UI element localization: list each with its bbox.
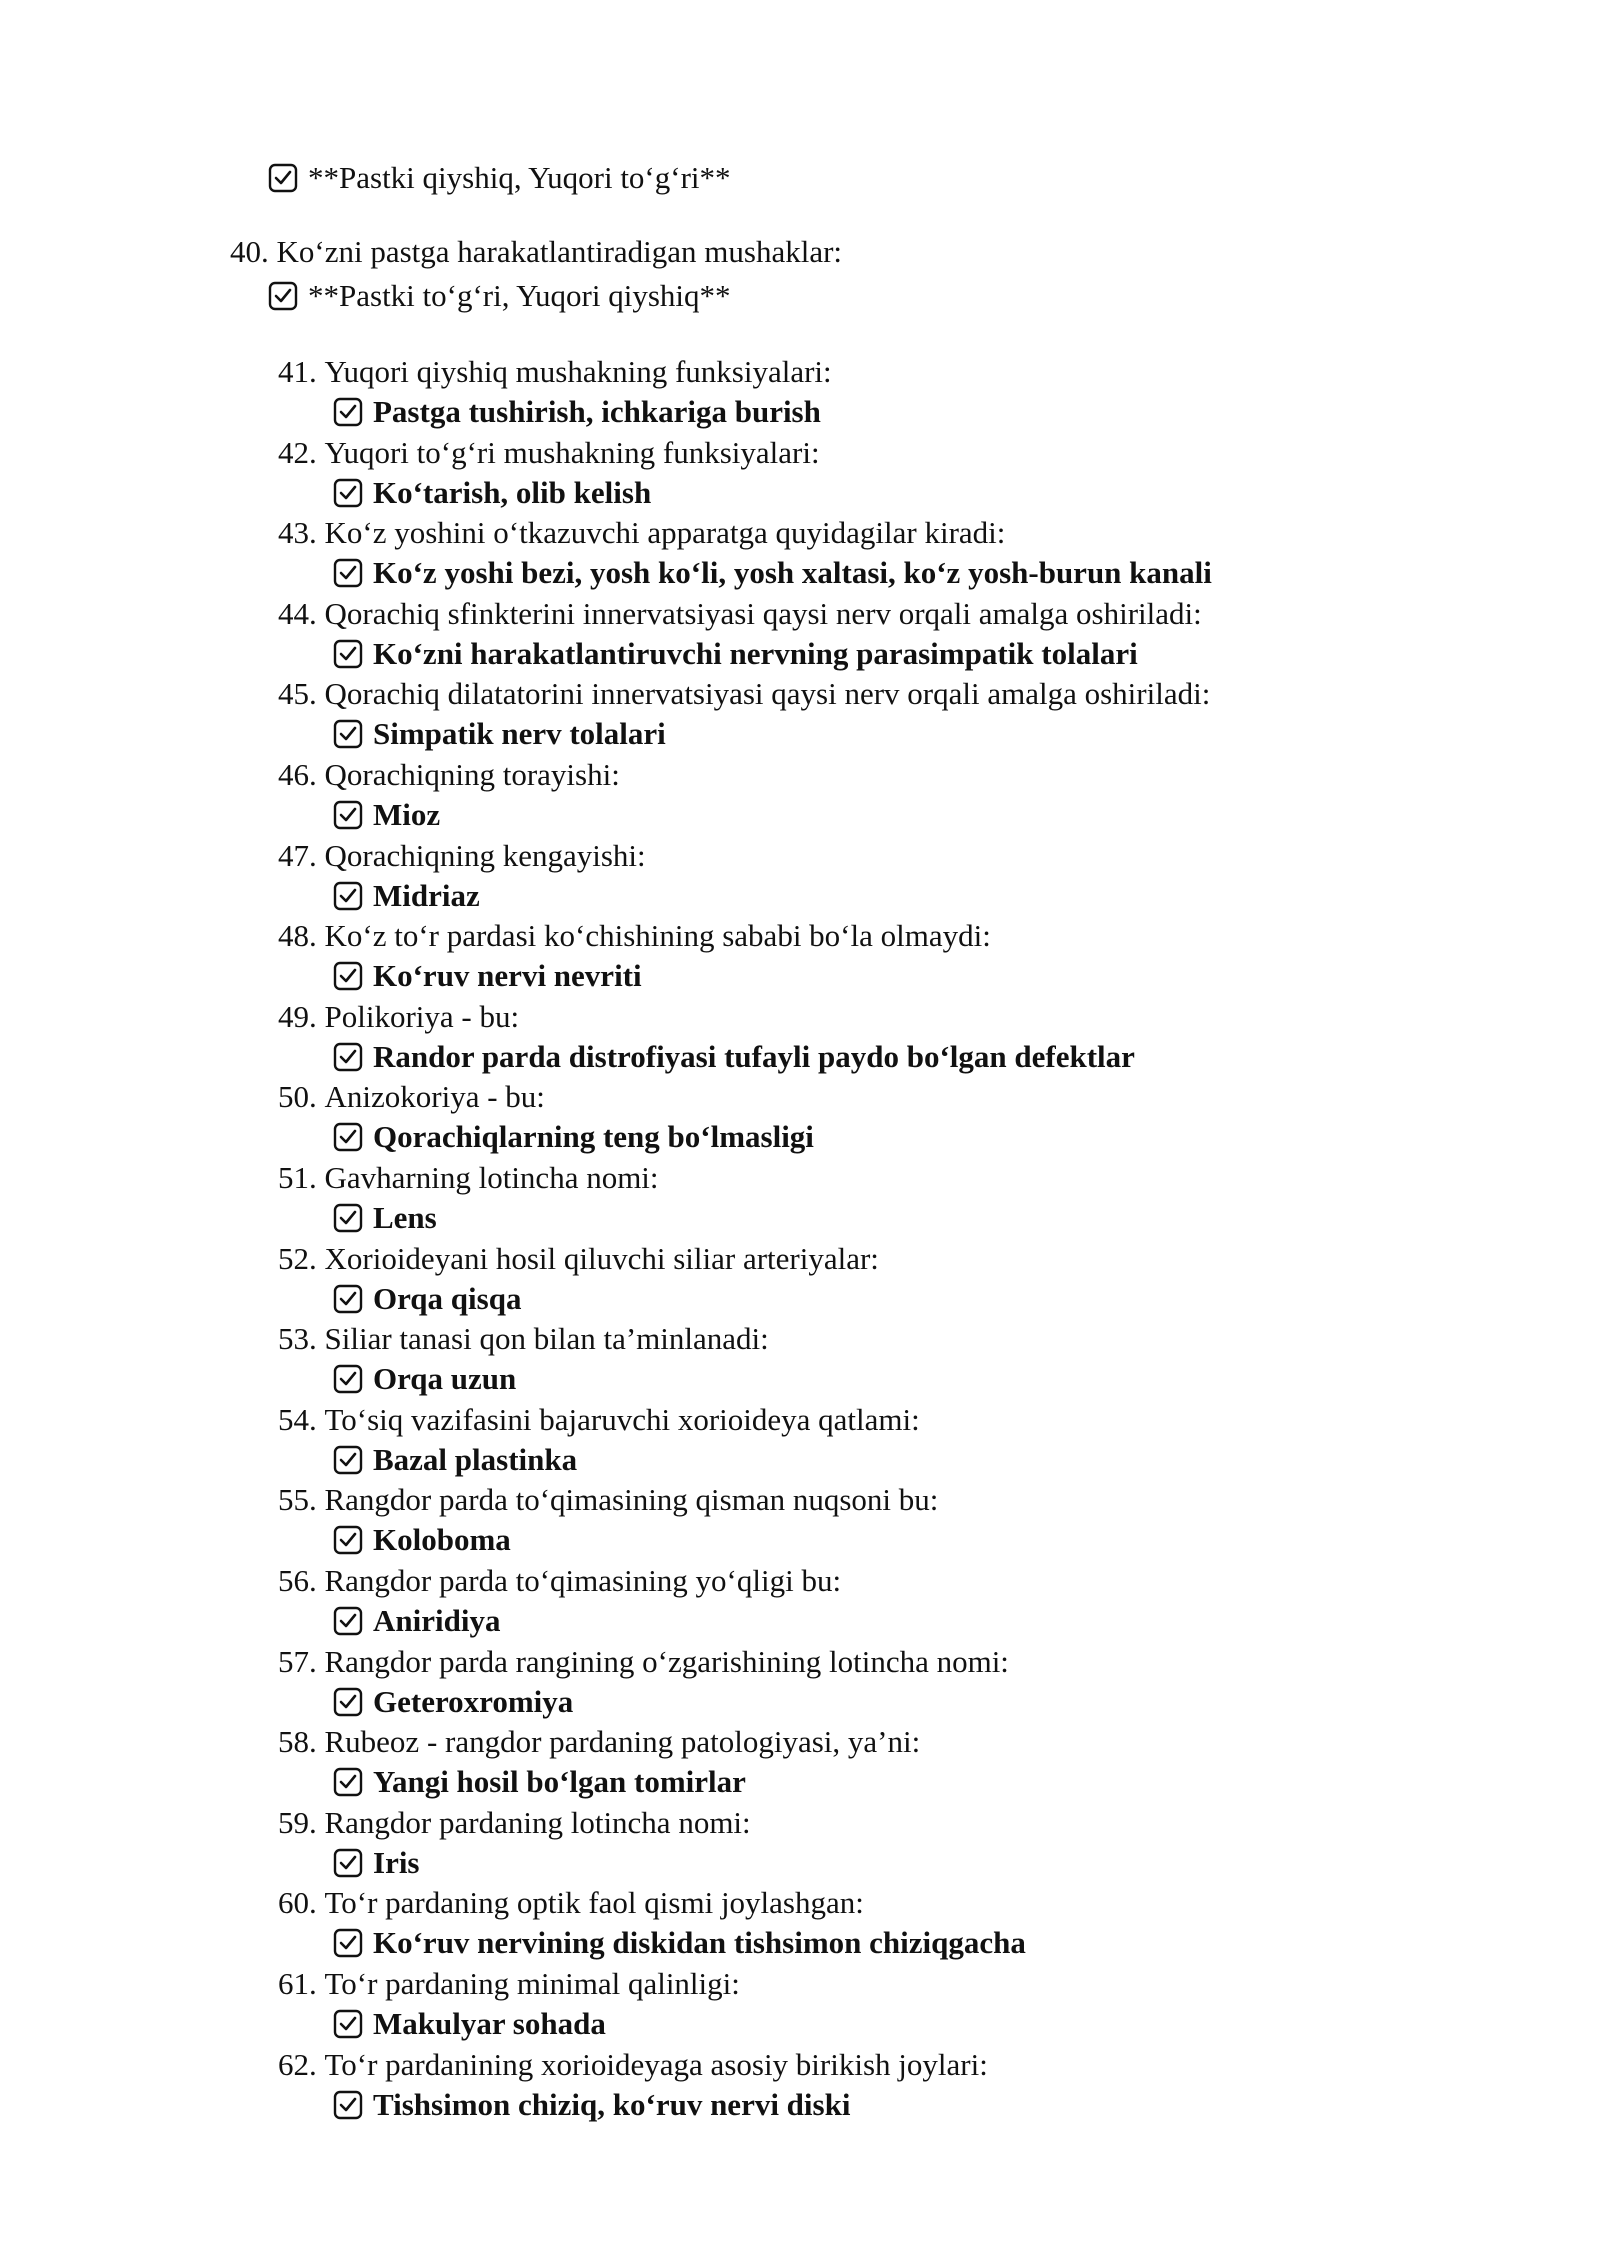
answer-row-49 — [333, 1037, 1135, 1077]
question-48 — [278, 916, 991, 956]
question-text: Ko‘z yoshini o‘tkazuvchi apparatga quyidagilar kiradi: — [324, 515, 1006, 551]
question-number: 59. — [278, 1804, 325, 1840]
checkbox-checked-icon — [268, 281, 298, 311]
question-45 — [278, 674, 1210, 714]
question-40 — [230, 232, 842, 272]
checkbox-checked-icon — [333, 1284, 363, 1314]
question-60 — [278, 1883, 864, 1923]
question-text: Qorachiq sfinkterini innervatsiyasi qaysi nerv orqali amalga oshiriladi: — [324, 595, 1202, 631]
checkbox-checked-icon — [333, 881, 363, 911]
checkbox-checked-icon — [333, 478, 363, 508]
answer-text: Ko‘ruv nervining diskidan tishsimon chiziqgacha — [373, 1925, 1026, 1961]
answer-row-43 — [333, 553, 1212, 593]
answer-text: Randor parda distrofiyasi tufayli paydo bo‘lgan defektlar — [373, 1038, 1135, 1074]
question-text: Siliar tanasi qon bilan ta’minlanadi: — [324, 1321, 769, 1357]
answer-text: Orqa uzun — [373, 1361, 517, 1397]
question-text: Qorachiqning torayishi: — [324, 757, 620, 792]
answer-text: **Pastki to‘g‘ri, Yuqori qiyshiq** — [308, 278, 731, 313]
question-text: To‘r pardaning minimal qalinligi: — [324, 1966, 740, 2001]
answer-row-57 — [333, 1682, 573, 1722]
checkbox-checked-icon — [333, 1848, 363, 1878]
answer-row-44 — [333, 634, 1138, 674]
checkbox-checked-icon — [333, 1042, 363, 1072]
answer-row-41 — [333, 392, 821, 432]
answer-text: Orqa qisqa — [373, 1280, 522, 1316]
question-49 — [278, 997, 519, 1037]
question-52 — [278, 1239, 879, 1279]
answer-text: Aniridiya — [373, 1603, 501, 1638]
question-58 — [278, 1722, 920, 1762]
answer-text: Ko‘zni harakatlantiruvchi nervning parasimpatik tolalari — [373, 635, 1138, 671]
answer-row-40 — [268, 276, 731, 316]
question-number: 56. — [278, 1563, 325, 1598]
checkbox-checked-icon — [333, 961, 363, 991]
question-number: 44. — [278, 595, 325, 631]
checkbox-checked-icon — [333, 1687, 363, 1717]
checkbox-checked-icon — [333, 2090, 363, 2120]
question-text: Yuqori to‘g‘ri mushakning funksiyalari: — [324, 434, 820, 470]
question-text: Yuqori qiyshiq mushakning funksiyalari: — [324, 354, 832, 389]
answer-text: Mioz — [373, 797, 441, 832]
question-42 — [278, 433, 820, 473]
question-text: Rangdor parda rangining o‘zgarishining lotincha nomi: — [324, 1643, 1009, 1679]
answer-row-45 — [333, 714, 666, 754]
checkbox-checked-icon — [333, 2009, 363, 2039]
question-number: 58. — [278, 1724, 325, 1760]
question-54 — [278, 1400, 920, 1440]
question-55 — [278, 1480, 938, 1520]
answer-text: Yangi hosil bo‘lgan tomirlar — [373, 1764, 746, 1800]
question-number: 42. — [278, 434, 325, 470]
question-text: To‘r pardaning optik faol qismi joylashgan: — [324, 1885, 864, 1921]
question-number: 61. — [278, 1966, 325, 2001]
answer-row-56 — [333, 1601, 500, 1641]
question-56 — [278, 1561, 841, 1601]
answer-row-48 — [333, 956, 642, 996]
answer-row-55 — [333, 1520, 511, 1560]
checkbox-checked-icon — [333, 639, 363, 669]
answer-text: Ko‘z yoshi bezi, yosh ko‘li, yosh xaltasi, ko‘z yosh-burun kanali — [373, 555, 1212, 591]
answer-row-47 — [333, 876, 480, 916]
question-number: 62. — [278, 2046, 325, 2082]
question-number: 57. — [278, 1643, 325, 1679]
checkbox-checked-icon — [333, 1122, 363, 1152]
question-number: 46. — [278, 757, 325, 792]
question-number: 52. — [278, 1240, 325, 1276]
checkbox-checked-icon — [333, 558, 363, 588]
answer-text: Makulyar sohada — [373, 2006, 606, 2041]
answer-row-50 — [333, 1117, 814, 1157]
question-text: Qorachiqning kengayishi: — [324, 837, 646, 873]
question-text: Rangdor parda to‘qimasining qisman nuqsoni bu: — [324, 1482, 939, 1518]
question-text: Qorachiq dilatatorini innervatsiyasi qaysi nerv orqali amalga oshiriladi: — [324, 676, 1211, 712]
answer-row-54 — [333, 1440, 577, 1480]
question-41 — [278, 352, 832, 392]
answer-text: Tishsimon chiziq, ko‘ruv nervi diski — [373, 2086, 851, 2122]
question-59 — [278, 1803, 751, 1843]
question-44 — [278, 594, 1202, 634]
answer-text: Pastga tushirish, ichkariga burish — [373, 394, 821, 429]
answer-row-52 — [333, 1279, 521, 1319]
question-text: Rangdor pardaning lotincha nomi: — [324, 1804, 751, 1840]
question-number: 45. — [278, 676, 325, 712]
question-number: 49. — [278, 998, 325, 1034]
answer-row-39 — [268, 158, 731, 198]
answer-text: Koloboma — [373, 1522, 511, 1558]
checkbox-checked-icon — [333, 1606, 363, 1636]
answer-text: Bazal plastinka — [373, 1441, 578, 1477]
answer-row-53 — [333, 1359, 516, 1399]
checkbox-checked-icon — [333, 1767, 363, 1797]
question-text: Xorioideyani hosil qiluvchi siliar arteriyalar: — [324, 1240, 879, 1276]
question-number: 50. — [278, 1079, 325, 1115]
answer-row-59 — [333, 1843, 420, 1883]
checkbox-checked-icon — [333, 1445, 363, 1475]
question-50 — [278, 1077, 545, 1117]
answer-text: Iris — [373, 1844, 420, 1880]
question-number: 43. — [278, 515, 325, 551]
checkbox-checked-icon — [333, 1525, 363, 1555]
answer-row-58 — [333, 1762, 746, 1802]
question-text: Gavharning lotincha nomi: — [324, 1160, 659, 1195]
question-number: 47. — [278, 837, 325, 873]
question-text: Ko‘z to‘r pardasi ko‘chishining sababi bo‘la olmaydi: — [324, 918, 991, 954]
answer-row-60 — [333, 1923, 1026, 1963]
checkbox-checked-icon — [333, 1203, 363, 1233]
answer-row-42 — [333, 473, 651, 513]
checkbox-checked-icon — [333, 1928, 363, 1958]
answer-row-46 — [333, 795, 440, 835]
question-47 — [278, 836, 646, 876]
answer-text: **Pastki qiyshiq, Yuqori to‘g‘ri** — [308, 160, 731, 195]
question-text: Rangdor parda to‘qimasining yo‘qligi bu: — [324, 1563, 842, 1598]
question-text: Rubeoz - rangdor pardaning patologiyasi, ya’ni: — [324, 1724, 921, 1760]
checkbox-checked-icon — [333, 719, 363, 749]
checkbox-checked-icon — [268, 163, 298, 193]
answer-text: Ko‘tarish, olib kelish — [373, 474, 652, 510]
answer-text: Simpatik nerv tolalari — [373, 716, 666, 752]
question-number: 54. — [278, 1401, 325, 1437]
question-text: To‘r pardanining xorioideyaga asosiy birikish joylari: — [324, 2046, 988, 2082]
answer-text: Midriaz — [373, 877, 480, 913]
question-number: 48. — [278, 918, 325, 954]
question-number: 41. — [278, 354, 325, 389]
answer-text: Ko‘ruv nervi nevriti — [373, 958, 642, 994]
answer-row-61 — [333, 2004, 606, 2044]
question-number: 53. — [278, 1321, 325, 1357]
question-53 — [278, 1319, 769, 1359]
question-46 — [278, 755, 620, 795]
checkbox-checked-icon — [333, 1364, 363, 1394]
answer-text: Geteroxromiya — [373, 1683, 574, 1719]
question-text: Polikoriya - bu: — [324, 998, 520, 1034]
checkbox-checked-icon — [333, 800, 363, 830]
question-43 — [278, 513, 1005, 553]
question-62 — [278, 2045, 988, 2085]
answer-text: Lens — [373, 1200, 437, 1235]
answer-row-51 — [333, 1198, 437, 1238]
question-number: 60. — [278, 1885, 325, 1921]
question-61 — [278, 1964, 740, 2004]
question-text: Anizokoriya - bu: — [324, 1079, 545, 1115]
checkbox-checked-icon — [333, 397, 363, 427]
question-number: 55. — [278, 1482, 325, 1518]
answer-row-62 — [333, 2085, 850, 2125]
question-number: 51. — [278, 1160, 325, 1195]
answer-text: Qorachiqlarning teng bo‘lmasligi — [373, 1119, 814, 1155]
question-text: 40. Ko‘zni pastga harakatlantiradigan mushaklar: — [230, 234, 843, 269]
question-51 — [278, 1158, 659, 1198]
question-text: To‘siq vazifasini bajaruvchi xorioideya qatlami: — [324, 1401, 920, 1437]
question-57 — [278, 1642, 1009, 1682]
